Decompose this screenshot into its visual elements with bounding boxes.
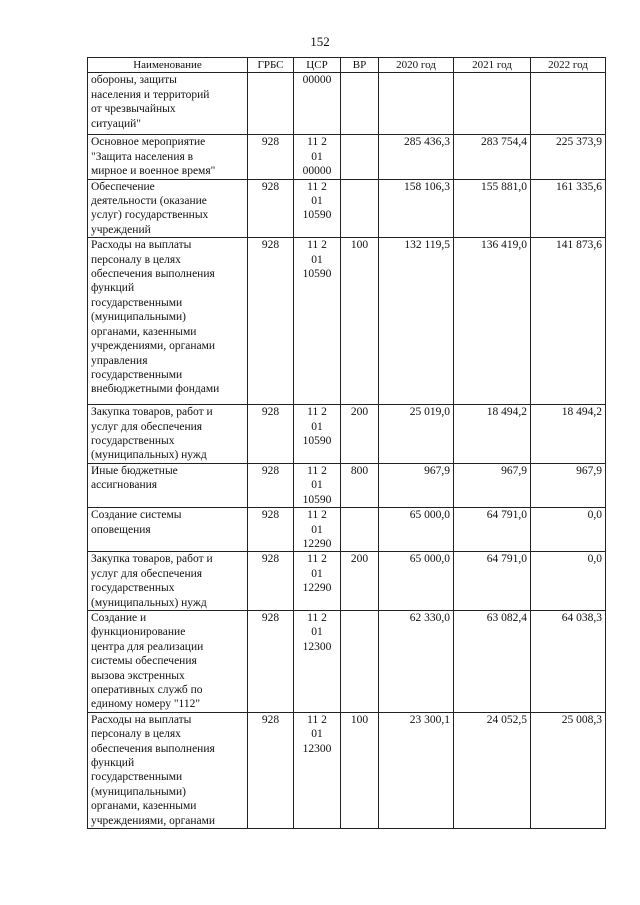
cell-name: Расходы на выплаты персоналу в целях обеспечения выполнения функций государственными (муниципальными) органами, казенными учреждениями, органами [88, 712, 248, 828]
cell-csr: 11 2 01 10590 [294, 463, 341, 507]
cell-vr [341, 508, 379, 552]
table-row [88, 610, 606, 712]
table-header-row [88, 58, 606, 73]
header-2022: 2022 год [531, 58, 606, 73]
cell-name: Обеспечение деятельности (оказание услуг) государственных учреждений [88, 179, 248, 238]
cell-grbs: 928 [248, 405, 294, 464]
header-2021: 2021 год [454, 58, 531, 73]
cell-grbs: 928 [248, 238, 294, 405]
cell-2021: 967,9 [454, 463, 531, 507]
table-row [88, 552, 606, 611]
cell-2020: 967,9 [379, 463, 454, 507]
cell-2021 [454, 73, 531, 135]
cell-name: обороны, защиты населения и территорий от чрезвычайных ситуаций" [88, 73, 248, 135]
cell-grbs: 928 [248, 135, 294, 179]
cell-csr: 11 2 01 12290 [294, 552, 341, 611]
cell-grbs: 928 [248, 508, 294, 552]
cell-name: Расходы на выплаты персоналу в целях обеспечения выполнения функций государственными (муниципальными) органами, казенными учреждениями, органами управления государственными внебюджетными фондами [88, 238, 248, 405]
header-vr: ВР [341, 58, 379, 73]
cell-2022 [531, 73, 606, 135]
cell-2022: 18 494,2 [531, 405, 606, 464]
cell-name: Создание системы оповещения [88, 508, 248, 552]
cell-csr: 00000 [294, 73, 341, 135]
cell-name: Закупка товаров, работ и услуг для обеспечения государственных (муниципальных) нужд [88, 552, 248, 611]
cell-name: Создание и функционирование центра для реализации системы обеспечения вызова экстренных оперативных служб по единому номеру "112" [88, 610, 248, 712]
cell-2020: 62 330,0 [379, 610, 454, 712]
cell-vr: 100 [341, 238, 379, 405]
cell-vr: 200 [341, 552, 379, 611]
cell-vr [341, 179, 379, 238]
cell-2020 [379, 73, 454, 135]
table-row [88, 73, 606, 135]
table-row [88, 405, 606, 464]
cell-2020: 65 000,0 [379, 508, 454, 552]
table-row [88, 238, 606, 405]
cell-2022: 0,0 [531, 552, 606, 611]
cell-csr: 11 2 01 00000 [294, 135, 341, 179]
cell-name: Основное мероприятие "Защита населения в мирное и военное время" [88, 135, 248, 179]
cell-2022: 0,0 [531, 508, 606, 552]
budget-table [87, 57, 606, 829]
cell-vr [341, 135, 379, 179]
cell-grbs: 928 [248, 610, 294, 712]
header-name: Наименование [88, 58, 248, 73]
page-number: 152 [310, 34, 330, 49]
cell-vr: 100 [341, 712, 379, 828]
cell-2021: 136 419,0 [454, 238, 531, 405]
cell-2022: 225 373,9 [531, 135, 606, 179]
header-2020: 2020 год [379, 58, 454, 73]
cell-2020: 285 436,3 [379, 135, 454, 179]
header-grbs: ГРБС [248, 58, 294, 73]
cell-2020: 23 300,1 [379, 712, 454, 828]
cell-2020: 158 106,3 [379, 179, 454, 238]
cell-2022: 141 873,6 [531, 238, 606, 405]
cell-2021: 64 791,0 [454, 508, 531, 552]
table-row [88, 508, 606, 552]
cell-csr: 11 2 01 12300 [294, 610, 341, 712]
table-row [88, 179, 606, 238]
cell-vr: 200 [341, 405, 379, 464]
cell-2021: 63 082,4 [454, 610, 531, 712]
cell-grbs: 928 [248, 463, 294, 507]
cell-csr: 11 2 01 10590 [294, 238, 341, 405]
cell-2021: 24 052,5 [454, 712, 531, 828]
cell-vr: 800 [341, 463, 379, 507]
cell-2022: 25 008,3 [531, 712, 606, 828]
header-csr: ЦСР [294, 58, 341, 73]
cell-grbs: 928 [248, 712, 294, 828]
cell-2021: 283 754,4 [454, 135, 531, 179]
cell-name: Иные бюджетные ассигнования [88, 463, 248, 507]
cell-csr: 11 2 01 12290 [294, 508, 341, 552]
cell-2020: 25 019,0 [379, 405, 454, 464]
table-row [88, 135, 606, 179]
cell-2021: 155 881,0 [454, 179, 531, 238]
cell-2021: 18 494,2 [454, 405, 531, 464]
cell-csr: 11 2 01 10590 [294, 405, 341, 464]
table-row [88, 463, 606, 507]
cell-2022: 161 335,6 [531, 179, 606, 238]
cell-grbs [248, 73, 294, 135]
cell-2022: 967,9 [531, 463, 606, 507]
cell-vr [341, 610, 379, 712]
cell-name: Закупка товаров, работ и услуг для обеспечения государственных (муниципальных) нужд [88, 405, 248, 464]
table-row [88, 712, 606, 828]
cell-2020: 65 000,0 [379, 552, 454, 611]
cell-vr [341, 73, 379, 135]
cell-2021: 64 791,0 [454, 552, 531, 611]
cell-csr: 11 2 01 10590 [294, 179, 341, 238]
cell-2020: 132 119,5 [379, 238, 454, 405]
cell-grbs: 928 [248, 179, 294, 238]
cell-csr: 11 2 01 12300 [294, 712, 341, 828]
cell-2022: 64 038,3 [531, 610, 606, 712]
cell-grbs: 928 [248, 552, 294, 611]
